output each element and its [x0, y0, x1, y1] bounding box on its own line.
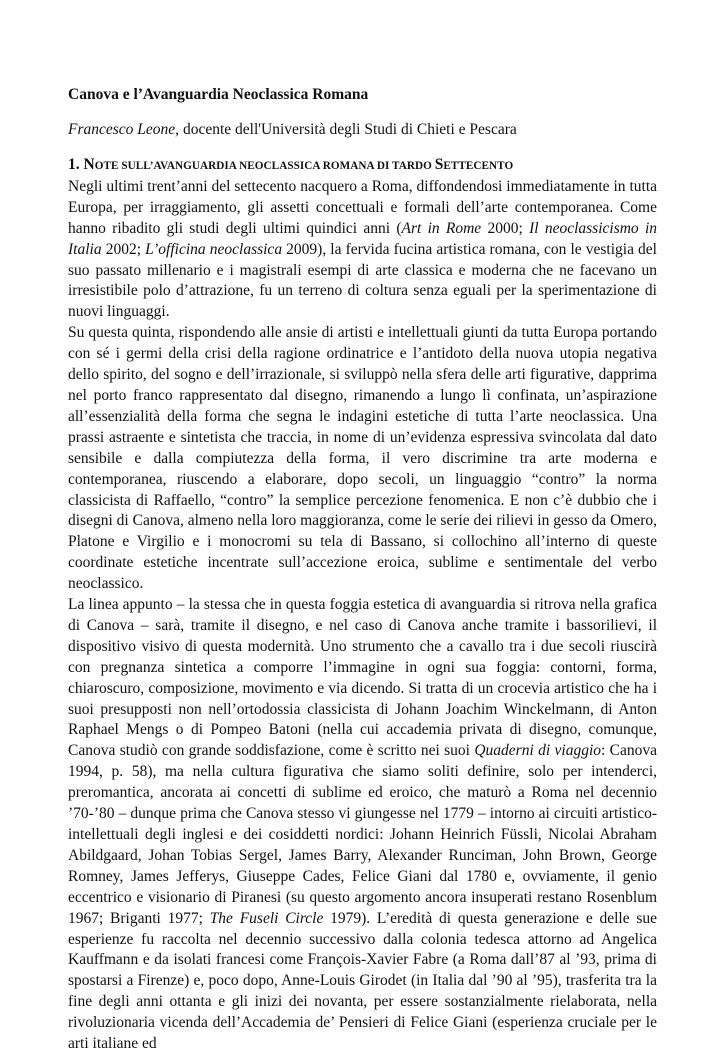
heading-smallcaps-1: OTE SULL’AVANGUARDIA NEOCLASSICA ROMANA DI TARDO — [94, 160, 435, 172]
paragraph-1 — [68, 177, 657, 323]
p1-citation-3: L’officina neoclassica — [145, 240, 283, 258]
section-number: 1. — [68, 156, 84, 173]
paragraph-2: Su questa quinta, rispondendo alle ansie di artisti e intellettuali giunti da tutta Europa portando con sé i germi della crisi della ragione ordinatrice e l’antidoto della nuova utopia negativa dello spirito, del sogno e dell’irrazionale, si sviluppò nella sfera delle arti figurative, dapprima nel porto franco rappresentato dal disegno, rimanendo a lungo lì confinata, un’aspirazione all’essenzialità della forma che segna le indagini estetiche di tutta l’arte neoclassica. Una prassi astraente e sintetista che traccia, in nome di un’evidenza espressiva svincolata dal dato sensibile e dalla compiutezza della forma, il vero discrimine tra arte moderna e contemporanea, riuscendo a elaborare, dopo secoli, un linguaggio “contro” la norma classicista di Raffaello, “contro” la semplice percezione fenomenica. E non c’è dubbio che i disegni di Canova, almeno nella loro maggioranza, come le serie dei rilievi in gesso da Omero, Platone e Virgilio e i monocromi su tela di Bassano, si collochino all’interno di queste coordinate estetiche incentrate sull’accezione eroica, sublime e sentimentale del verbo neoclassico. — [68, 324, 657, 593]
p1-text-1: Negli ultimi trent’anni del settecento nacquero a Roma, diffondendosi immediatamente in tutta Europa, per irraggiamento, gli assetti concettuali e formali dell’arte contemporanea. Come hanno ribadito gli studi degli ultimi quindici anni ( — [68, 177, 657, 237]
paragraph-3 — [68, 595, 657, 1055]
author-line — [68, 121, 517, 139]
p3-citation-2: The Fuseli Circle — [209, 909, 324, 927]
heading-smallcaps-2: ETTECENTO — [443, 160, 514, 172]
heading-cap-2: S — [434, 156, 444, 173]
p3-text-2: : Canova 1994, p. 58), ma nella cultura figurativa che siamo soliti definire, solo per intenderci, preromantica, ancorata ai concetti di sublime ed eroico, che maturò a Roma nel decennio ’70-’80 – dunque prima che Canova stesso vi giungesse nel 1779 – intorno ai circuiti artistico-intellettuali degli inglesi e dei cosiddetti nordici: Johann Heinrich Füssli, Nicolai Abraham Abildgaard, Johan Tobias Sergel, James Barry, Alexander Runciman, John Brown, George Romney, James Jefferys, Giuseppe Cades, Felice Giani dal 1780 e, ovviamente, il genio eccentrico e visionario di Piranesi (su questo argomento ancora insuperati restano Rosenblum 1967; Briganti 1977; — [68, 742, 658, 927]
heading-cap-1: N — [83, 156, 95, 173]
p3-text-1: La linea appunto – la stessa che in questa foggia estetica di avanguardia si ritrova nella grafica di Canova – sarà, tramite il disegno, e nel caso di Canova anche tramite i bassorilievi, il dispositivo visivo di questa modernità. Uno strumento che a cavallo tra i due secoli riuscirà con pregnanza sintetica a comporre l’immagine in ogni sua foggia: contorni, forma, chiaroscuro, composizione, movimento e via dicendo. Si tratta di un crocevia artistico che ha i suoi presupposti non nell’ortodossia classicista di Johann Joachim Winckelmann, di Anton Raphael Mengs o di Pompeo Batoni (nella cui accademia privata di disegno, comunque, Canova studiò con grande soddisfazione, come è scritto nei suoi — [68, 596, 657, 760]
p1-text-3: 2002; — [101, 240, 146, 258]
body-text — [68, 155, 657, 1055]
author-name: Francesco Leone, — [68, 121, 180, 138]
p3-text-3: 1979). L’eredità di questa generazione e delle sue esperienze fu raccolta nel decennio successivo dalla colonia tedesca attorno ad Angelica Kauffmann e da isolati francesi come François-Xavier Fabre (a Roma dall’87 al ’93, prima di spostarsi a Firenze) e, poco dopo, Anne-Louis Girodet (in Italia dal ’90 al ’95), trasferita tra la fine degli anni ottanta e gli inizi dei novanta, per essere sostanzialmente rielaborata, nella rivoluzionaria vicenda dell’Accademia de’ Pensieri di Felice Giani (esperienza cruciale per le arti italiane ed — [68, 909, 657, 1053]
p1-text-4: 2009), la fervida fucina artistica romana, con le vestigia del suo passato millenario e i magistrali esempi di arte classica e moderna che ne facevano un irresistibile polo d’attrazione, fu un terreno di coltura senza eguali per la sperimentazione di nuovi linguaggi. — [68, 240, 657, 321]
document-title: Canova e l’Avanguardia Neoclassica Romana — [68, 86, 369, 103]
author-affiliation: docente dell'Università degli Studi di Chieti e Pescara — [179, 121, 517, 138]
p3-citation-1: Quaderni di viaggio — [474, 742, 601, 760]
p1-citation-1: Art in Rome — [401, 219, 482, 237]
p1-citation-2: Il neoclassicismo in Italia — [68, 219, 658, 258]
p1-text-2: 2000; — [481, 219, 530, 237]
section-heading — [68, 155, 657, 177]
